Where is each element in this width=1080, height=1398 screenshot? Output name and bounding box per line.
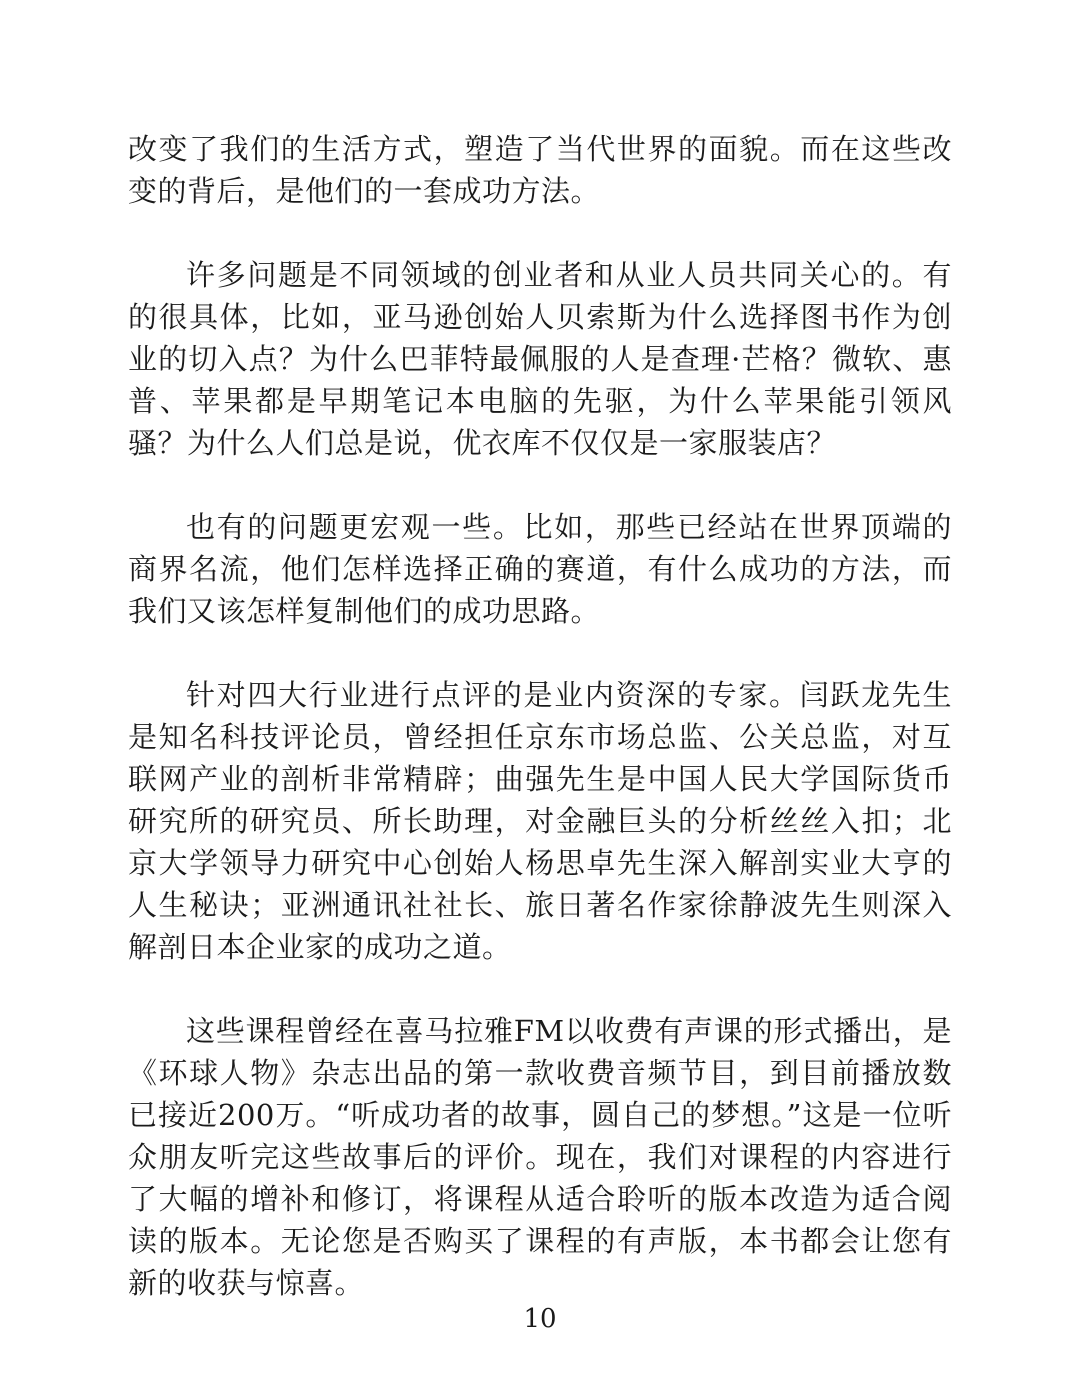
body-text <box>128 128 952 1346</box>
paragraph-experts: 针对四大行业进行点评的是业内资深的专家。闫跃龙先生是知名科技评论员，曾经担任京东市场总监、公关总监，对互联网产业的剖析非常精辟；曲强先生是中国人民大学国际货币研究所的研究员、所长助理，对金融巨头的分析丝丝入扣；北京大学领导力研究中心创始人杨思卓先生深入解剖实业大亨的人生秘诀；亚洲通讯社社长、旅日著名作家徐静波先生则深入解剖日本企业家的成功之道。 <box>128 678 952 964</box>
paragraph-continuation: 改变了我们的生活方式，塑造了当代世界的面貌。而在这些改变的背后，是他们的一套成功方法。 <box>128 132 952 208</box>
paragraph-course-origin: 这些课程曾经在喜马拉雅FM以收费有声课的形式播出，是《环球人物》杂志出品的第一款收费音频节目，到目前播放数已接近200万。“听成功者的故事，圆自己的梦想。”这是一位听众朋友听完这些故事后的评价。现在，我们对课程的内容进行了大幅的增补和修订，将课程从适合聆听的版本改造为适合阅读的版本。无论您是否购买了课程的有声版，本书都会让您有新的收获与惊喜。 <box>128 1014 952 1300</box>
page-number: 10 <box>523 1304 557 1334</box>
paragraph-questions: 许多问题是不同领域的创业者和从业人员共同关心的。有的很具体，比如，亚马逊创始人贝索斯为什么选择图书作为创业的切入点？为什么巴菲特最佩服的人是查理·芒格？微软、惠普、苹果都是早期笔记本电脑的先驱，为什么苹果能引领风骚？为什么人们总是说，优衣库不仅仅是一家服装店？ <box>128 258 952 460</box>
paragraph-macro-questions: 也有的问题更宏观一些。比如，那些已经站在世界顶端的商界名流，他们怎样选择正确的赛道，有什么成功的方法，而我们又该怎样复制他们的成功思路。 <box>128 510 952 628</box>
